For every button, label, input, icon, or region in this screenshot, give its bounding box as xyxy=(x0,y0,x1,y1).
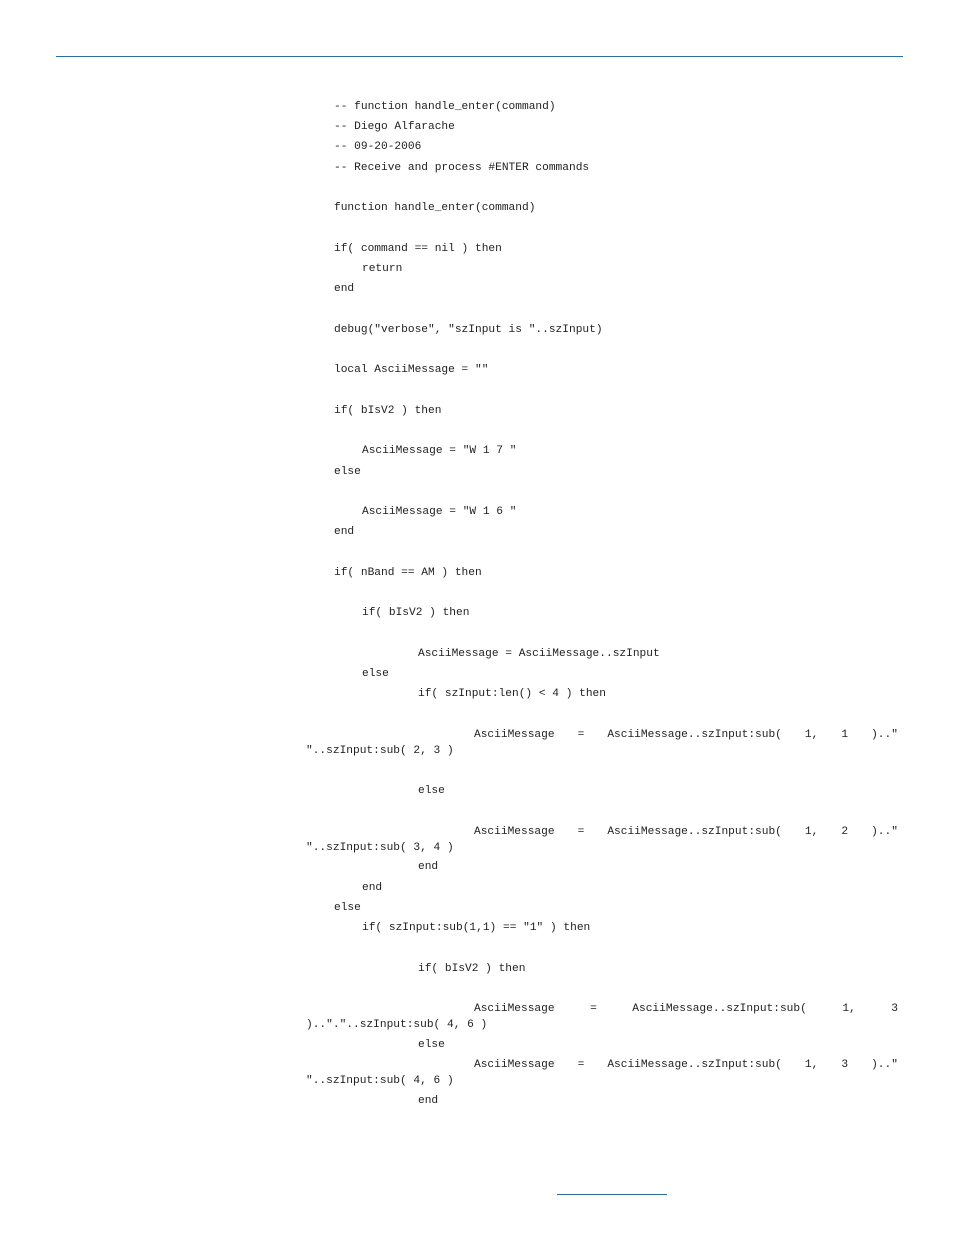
code-token: ).." xyxy=(871,826,898,838)
code-continuation: "..szInput:sub( 2, 3 ) xyxy=(306,744,454,757)
code-token: AsciiMessage..szInput:sub( xyxy=(607,826,782,838)
code-line: else xyxy=(362,668,389,680)
code-token: ).." xyxy=(871,729,898,741)
code-token: 1, xyxy=(842,1003,856,1015)
code-token: = xyxy=(577,1059,585,1071)
code-token: AsciiMessage xyxy=(474,826,555,838)
code-line: -- Receive and process #ENTER commands xyxy=(334,162,590,174)
code-line: AsciiMessage = "W 1 6 " xyxy=(362,506,517,518)
code-line: AsciiMessage = AsciiMessage..szInput xyxy=(418,648,660,660)
footer-link-underline[interactable] xyxy=(557,1194,667,1195)
code-line: if( nBand == AM ) then xyxy=(334,567,482,579)
code-line: if( szInput:len() < 4 ) then xyxy=(418,688,606,700)
code-token: 1, xyxy=(804,1059,819,1071)
code-line: end xyxy=(418,1095,439,1107)
code-line: debug("verbose", "szInput is "..szInput) xyxy=(334,324,603,336)
code-line: -- Diego Alfarache xyxy=(334,121,455,133)
code-line: else xyxy=(418,785,445,797)
code-line: function handle_enter(command) xyxy=(334,202,536,214)
code-line: else xyxy=(334,902,361,914)
wrapped-code-line xyxy=(306,825,898,856)
code-line: if( bIsV2 ) then xyxy=(418,963,526,975)
wrapped-code-line xyxy=(306,1002,898,1033)
code-token: AsciiMessage..szInput:sub( xyxy=(607,729,782,741)
code-token: 3 xyxy=(891,1003,898,1015)
code-continuation: "..szInput:sub( 3, 4 ) xyxy=(306,841,454,854)
code-token: AsciiMessage xyxy=(474,729,555,741)
code-token: AsciiMessage xyxy=(474,1059,555,1071)
code-continuation: "..szInput:sub( 4, 6 ) xyxy=(306,1074,454,1087)
code-line: if( bIsV2 ) then xyxy=(362,607,470,619)
code-line: end xyxy=(334,526,355,538)
wrapped-code-line xyxy=(306,1058,898,1089)
code-token: 1 xyxy=(841,729,849,741)
code-line: else xyxy=(418,1039,445,1051)
code-token: = xyxy=(577,729,585,741)
code-token: ).." xyxy=(871,1059,898,1071)
code-token: = xyxy=(590,1003,597,1015)
code-token: 2 xyxy=(841,826,849,838)
code-continuation: ).."."..szInput:sub( 4, 6 ) xyxy=(306,1018,488,1031)
code-token: AsciiMessage..szInput:sub( xyxy=(632,1003,807,1015)
code-line: return xyxy=(362,263,403,275)
wrapped-code-line xyxy=(306,728,898,759)
code-line: -- function handle_enter(command) xyxy=(334,101,556,113)
code-line: -- 09-20-2006 xyxy=(334,141,422,153)
code-token: 1, xyxy=(804,826,819,838)
code-line: end xyxy=(362,882,383,894)
code-line: else xyxy=(334,466,361,478)
code-token: 3 xyxy=(841,1059,849,1071)
code-line: if( command == nil ) then xyxy=(334,243,502,255)
code-token: AsciiMessage..szInput:sub( xyxy=(607,1059,782,1071)
code-token: AsciiMessage xyxy=(474,1003,555,1015)
code-token: = xyxy=(577,826,585,838)
code-line: end xyxy=(334,283,355,295)
code-line: AsciiMessage = "W 1 7 " xyxy=(362,445,517,457)
code-token: 1, xyxy=(804,729,819,741)
code-line: if( szInput:sub(1,1) == "1" ) then xyxy=(362,922,591,934)
code-line: if( bIsV2 ) then xyxy=(334,405,442,417)
code-line: local AsciiMessage = "" xyxy=(334,364,489,376)
code-line: end xyxy=(418,861,439,873)
